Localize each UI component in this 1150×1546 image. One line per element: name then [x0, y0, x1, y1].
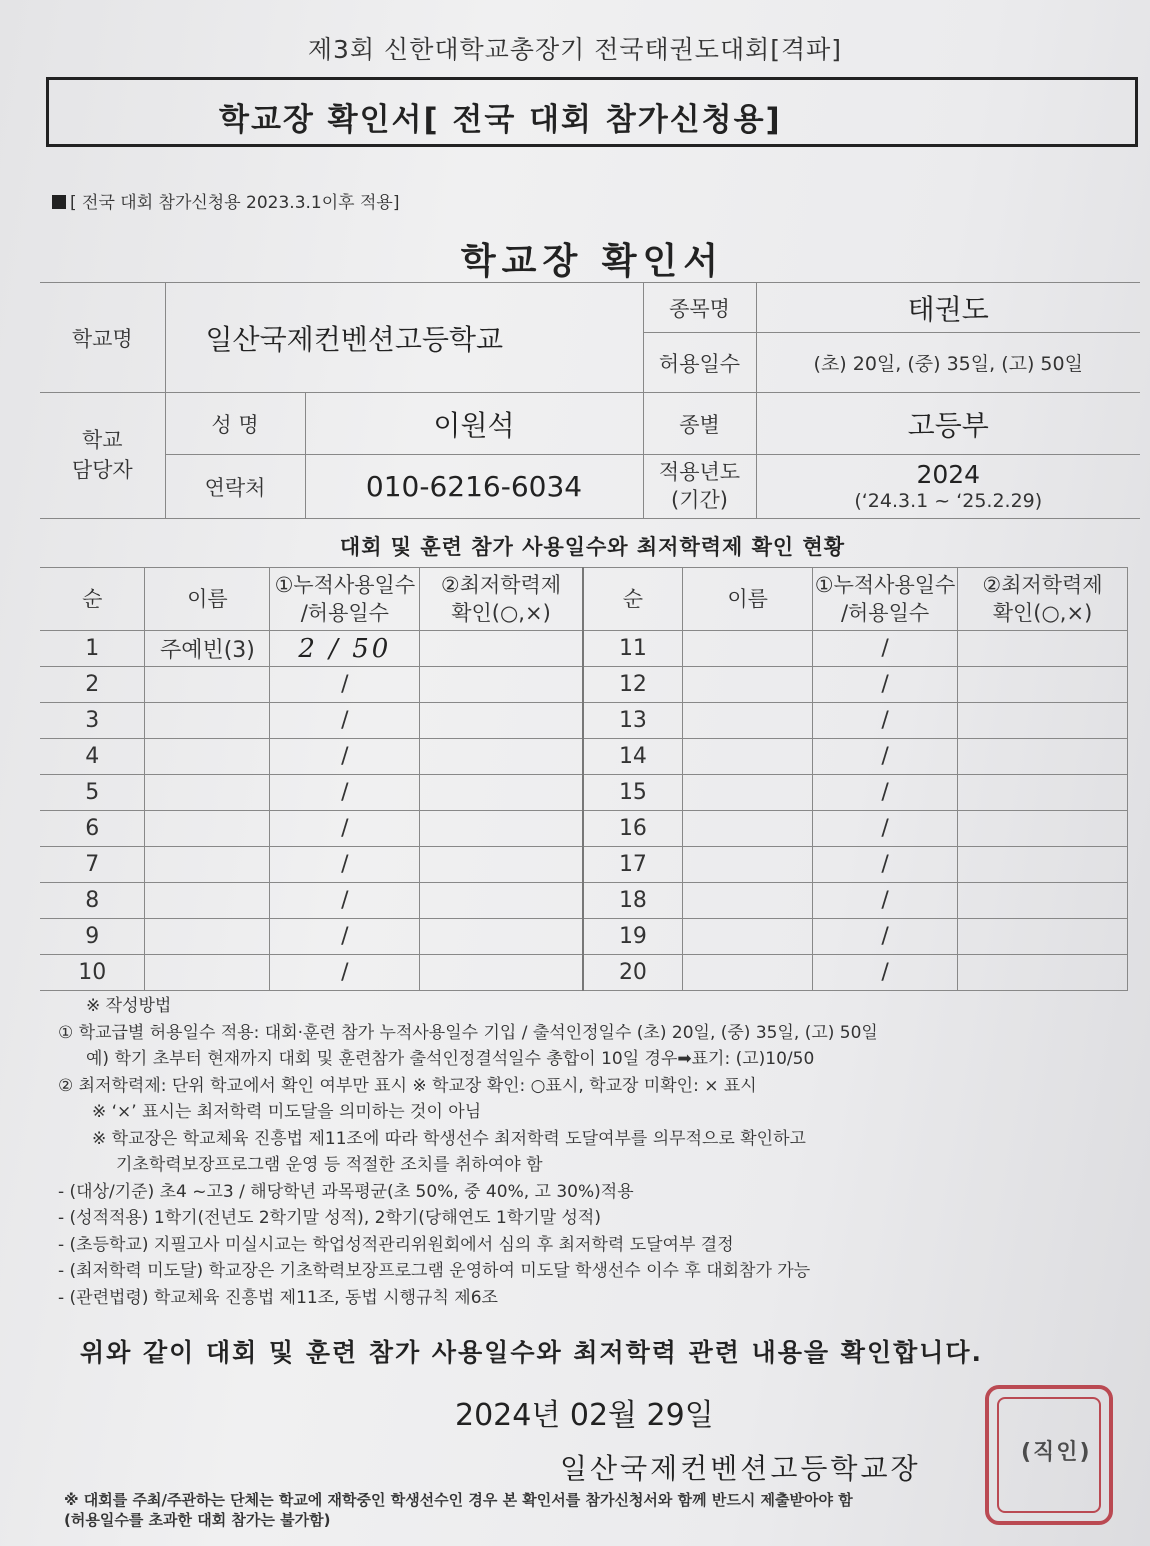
note-item: 기초학력보장프로그램 운영 등 적절한 조치를 취하여야 함 — [116, 1155, 543, 1175]
row-min — [958, 667, 1128, 703]
row-no: 2 — [40, 667, 145, 703]
header-name: 이름 — [145, 568, 270, 631]
row-min — [420, 919, 583, 955]
status-table — [40, 567, 1128, 991]
table-row — [40, 631, 1128, 667]
row-no: 15 — [583, 775, 683, 811]
row-used: / — [813, 919, 958, 955]
table-row — [40, 847, 1128, 883]
row-name — [145, 775, 270, 811]
note-item: ② 최저학력제: 단위 학교에서 확인 여부만 표시 ※ 학교장 확인: ○표시, 학교장 미확인: × 표시 — [58, 1075, 757, 1096]
row-no: 17 — [583, 847, 683, 883]
header-min: ②최저학력제 확인(○,×) — [420, 568, 583, 631]
row-no: 13 — [583, 703, 683, 739]
table-row — [40, 811, 1128, 847]
row-used: / — [270, 883, 420, 919]
header-no: 순 — [40, 568, 145, 631]
row-name — [145, 847, 270, 883]
row-used: / — [813, 811, 958, 847]
row-min — [420, 811, 583, 847]
row-min — [420, 883, 583, 919]
row-name — [683, 847, 813, 883]
row-used: / — [270, 667, 420, 703]
confirm-statement: 위와 같이 대회 및 훈련 참가 사용일수와 최저학력 관련 내용을 확인합니다. — [80, 1338, 984, 1367]
row-name — [145, 955, 270, 991]
title-box-text: 학교장 확인서[ 전국 대회 참가신청용] — [219, 102, 782, 138]
allowed-value: (초) 20일, (중) 35일, (고) 50일 — [756, 333, 1140, 393]
contact-value: 010-6216-6034 — [305, 455, 643, 519]
row-no: 11 — [583, 631, 683, 667]
row-name — [683, 883, 813, 919]
main-title: 학교장 확인서 — [460, 241, 725, 282]
row-min — [958, 739, 1128, 775]
row-min — [958, 919, 1128, 955]
row-name — [683, 631, 813, 667]
row-used: / — [813, 703, 958, 739]
notes-section — [58, 993, 1138, 1311]
header-no: 순 — [583, 568, 683, 631]
row-min — [958, 883, 1128, 919]
row-min — [420, 775, 583, 811]
row-min — [420, 955, 583, 991]
year-label: 적용년도 (기간) — [643, 455, 756, 519]
row-used: 2 / 50 — [270, 631, 420, 667]
note-item: - (관련법령) 학교체육 진흥법 제11조, 동법 시행규칙 제6조 — [58, 1287, 498, 1308]
name-value: 이원석 — [305, 393, 643, 455]
year-value: 2024 — [916, 460, 981, 489]
row-name — [145, 667, 270, 703]
status-title: 대회 및 훈련 참가 사용일수와 최저학력제 확인 현황 — [339, 535, 846, 559]
row-used: / — [813, 631, 958, 667]
sub-note-text: [ 전국 대회 참가신청용 2023.3.1이후 적용] — [70, 193, 400, 213]
row-no: 16 — [583, 811, 683, 847]
row-used: / — [813, 847, 958, 883]
row-no: 18 — [583, 883, 683, 919]
row-min — [958, 631, 1128, 667]
notes-heading: ※ 작성방법 — [86, 996, 172, 1016]
row-name — [683, 811, 813, 847]
division-value: 고등부 — [756, 393, 1140, 455]
row-no: 20 — [583, 955, 683, 991]
division-label: 종별 — [643, 393, 756, 455]
row-used: / — [270, 919, 420, 955]
row-min — [958, 955, 1128, 991]
year-period: (‘24.3.1 ~ ‘25.2.29) — [854, 490, 1043, 513]
school-name: 일산국제컨벤션고등학교 — [165, 283, 643, 393]
note-item: ※ ‘×’ 표시는 최저학력 미도달을 의미하는 것이 아님 — [92, 1102, 482, 1122]
row-name — [683, 775, 813, 811]
row-name — [683, 739, 813, 775]
contact-label: 연락처 — [165, 455, 305, 519]
note-item: - (초등학교) 지필고사 미실시교는 학업성적관리위원회에서 심의 후 최저학력 도달여부 결정 — [58, 1234, 734, 1255]
official-seal-icon — [985, 1385, 1113, 1525]
principal-name: 일산국제컨벤션고등학교장 — [560, 1452, 921, 1485]
row-no: 7 — [40, 847, 145, 883]
table-row — [40, 703, 1128, 739]
row-name — [145, 919, 270, 955]
row-min — [420, 703, 583, 739]
header-used: ①누적사용일수 /허용일수 — [813, 568, 958, 631]
row-name — [683, 919, 813, 955]
row-min — [958, 811, 1128, 847]
row-no: 9 — [40, 919, 145, 955]
row-min — [958, 775, 1128, 811]
square-bullet-icon — [52, 195, 66, 209]
bottom-note-line: (허용일수를 초과한 대회 참가는 불가함) — [64, 1511, 331, 1529]
note-item: - (최저학력 미도달) 학교장은 기초학력보장프로그램 운영하여 미도달 학생선수 이수 후 대회참가 가능 — [58, 1261, 811, 1281]
row-used: / — [813, 775, 958, 811]
name-label: 성 명 — [165, 393, 305, 455]
competition-header: 제3회 신한대학교총장기 전국태권도대회[격파] — [307, 35, 843, 64]
row-no: 5 — [40, 775, 145, 811]
row-name — [145, 703, 270, 739]
title-box — [46, 77, 1138, 147]
table-header-row — [40, 568, 1128, 631]
bottom-note-line: ※ 대회를 주최/주관하는 단체는 학교에 재학중인 학생선수인 경우 본 확인서를 참가신청서와 함께 반드시 제출받아야 함 — [64, 1491, 853, 1509]
bottom-note — [64, 1490, 853, 1530]
allowed-label: 허용일수 — [643, 333, 756, 393]
row-min — [420, 739, 583, 775]
row-used: / — [813, 739, 958, 775]
header-used: ①누적사용일수 /허용일수 — [270, 568, 420, 631]
row-used: / — [270, 775, 420, 811]
row-no: 3 — [40, 703, 145, 739]
row-min — [420, 847, 583, 883]
row-name — [145, 811, 270, 847]
header-min: ②최저학력제 확인(○,×) — [958, 568, 1128, 631]
row-name: 주예빈(3) — [145, 631, 270, 667]
row-used: / — [270, 811, 420, 847]
row-name — [145, 739, 270, 775]
row-no: 8 — [40, 883, 145, 919]
row-min — [958, 703, 1128, 739]
row-used: / — [813, 667, 958, 703]
manager-label: 학교 담당자 — [40, 393, 165, 519]
row-no: 12 — [583, 667, 683, 703]
table-row — [40, 739, 1128, 775]
row-name — [145, 883, 270, 919]
row-no: 1 — [40, 631, 145, 667]
note-item: ① 학교급별 허용일수 적용: 대회·훈련 참가 누적사용일수 기입 / 출석인정일수 (초) 20일, (중) 35일, (고) 50일 — [58, 1022, 878, 1043]
row-used: / — [813, 883, 958, 919]
row-used: / — [813, 955, 958, 991]
row-min — [420, 667, 583, 703]
info-table — [40, 282, 1140, 519]
row-no: 4 — [40, 739, 145, 775]
sub-note — [52, 188, 399, 213]
table-row — [40, 919, 1128, 955]
row-used: / — [270, 703, 420, 739]
seal-text: (직인) — [1021, 1440, 1092, 1465]
school-label: 학교명 — [40, 283, 165, 393]
event-value: 태권도 — [756, 283, 1140, 333]
year-cell — [756, 455, 1140, 519]
table-row — [40, 775, 1128, 811]
table-row — [40, 667, 1128, 703]
row-min — [420, 631, 583, 667]
note-item: - (대상/기준) 초4 ~고3 / 해당학년 과목평균(초 50%, 중 40%, 고 30%)적용 — [58, 1181, 634, 1202]
row-used: / — [270, 955, 420, 991]
row-name — [683, 955, 813, 991]
row-no: 19 — [583, 919, 683, 955]
header-name: 이름 — [683, 568, 813, 631]
event-label: 종목명 — [643, 283, 756, 333]
row-min — [958, 847, 1128, 883]
note-item: 예) 학기 초부터 현재까지 대회 및 훈련참가 출석인정결석일수 총합이 10일 경우➡표기: (고)10/50 — [86, 1049, 815, 1069]
table-row — [40, 883, 1128, 919]
row-no: 10 — [40, 955, 145, 991]
note-item: ※ 학교장은 학교체육 진흥법 제11조에 따라 학생선수 최저학력 도달여부를 의무적으로 확인하고 — [92, 1128, 806, 1149]
row-no: 6 — [40, 811, 145, 847]
table-row — [40, 955, 1128, 991]
row-no: 14 — [583, 739, 683, 775]
issue-date: 2024년 02월 29일 — [455, 1398, 714, 1433]
row-name — [683, 703, 813, 739]
note-item: - (성적적용) 1학기(전년도 2학기말 성적), 2학기(당해연도 1학기말 성적) — [58, 1208, 601, 1228]
row-used: / — [270, 847, 420, 883]
row-name — [683, 667, 813, 703]
row-used: / — [270, 739, 420, 775]
